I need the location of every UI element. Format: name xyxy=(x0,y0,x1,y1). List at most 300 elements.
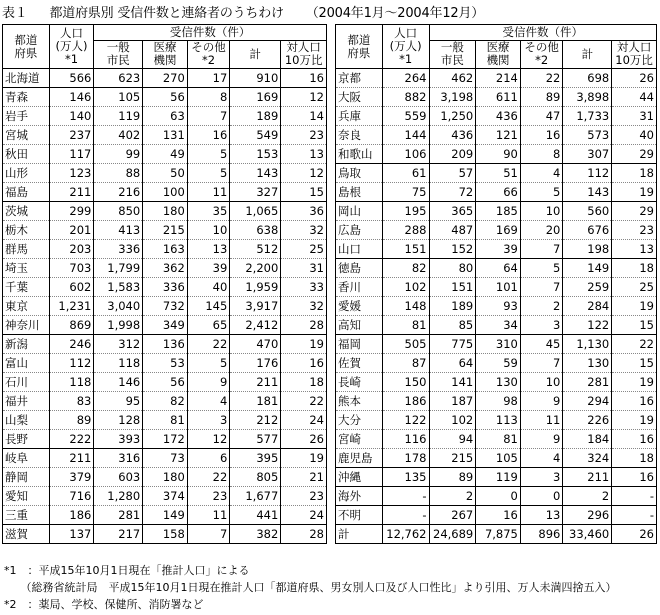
cell-other: 145 xyxy=(187,297,229,316)
cell-total: 281 xyxy=(563,373,612,392)
header-pop xyxy=(382,25,429,69)
cell-public: 393 xyxy=(94,430,143,449)
cell-pref: 神奈川 xyxy=(3,316,50,335)
cell-other: 9 xyxy=(520,392,563,411)
table-row xyxy=(3,297,327,316)
header-text: その他 *2 xyxy=(524,40,559,68)
cell-other: 22 xyxy=(187,468,229,487)
cell-other: 4 xyxy=(520,449,563,468)
cell-rate: 26 xyxy=(281,430,327,449)
cell-pop: 246 xyxy=(49,335,94,354)
cell-total: 324 xyxy=(563,449,612,468)
cell-public: 623 xyxy=(94,69,143,88)
cell-total: 211 xyxy=(563,468,612,487)
cell-pref: 長野 xyxy=(3,430,50,449)
cell-rate: 25 xyxy=(612,278,657,297)
cell-public: 413 xyxy=(94,221,143,240)
cell-pop: 186 xyxy=(49,506,94,525)
table-row xyxy=(336,430,657,449)
table-row xyxy=(3,126,327,145)
cell-other: 4 xyxy=(187,392,229,411)
table-row xyxy=(3,316,327,335)
cell-pref: 埼玉 xyxy=(3,259,50,278)
cell-pop: 237 xyxy=(49,126,94,145)
cell-other: 35 xyxy=(187,202,229,221)
cell-pref: 宮城 xyxy=(3,126,50,145)
cell-pref: 岡山 xyxy=(336,202,383,221)
cell-total: 698 xyxy=(563,69,612,88)
cell-total: 181 xyxy=(230,392,281,411)
table-row xyxy=(3,183,327,202)
header-text: 対人口 10万比 xyxy=(615,40,653,68)
cell-medical: 374 xyxy=(143,487,188,506)
cell-medical: 121 xyxy=(476,126,521,145)
cell-rate: 13 xyxy=(281,145,327,164)
cell-pop: 117 xyxy=(49,145,94,164)
cell-other: 11 xyxy=(187,183,229,202)
cell-pop: 61 xyxy=(382,164,429,183)
cell-public: 436 xyxy=(429,126,476,145)
cell-pref: 和歌山 xyxy=(336,145,383,164)
header-pref xyxy=(336,25,383,69)
cell-pref: 大阪 xyxy=(336,88,383,107)
cell-pref: 大分 xyxy=(336,411,383,430)
cell-rate: 32 xyxy=(281,297,327,316)
cell-total: 382 xyxy=(230,525,281,544)
header-received: 受信件数（件） xyxy=(429,25,657,41)
cell-public: 3,040 xyxy=(94,297,143,316)
table-heading: 都道府県別 受信件数と連絡者のうちわけ xyxy=(49,6,284,21)
cell-pref: 愛知 xyxy=(3,487,50,506)
header-text: 医療 機関 xyxy=(486,40,510,68)
cell-medical: 158 xyxy=(143,525,188,544)
cell-total: 638 xyxy=(230,221,281,240)
cell-total: 2,412 xyxy=(230,316,281,335)
cell-public: 1,280 xyxy=(94,487,143,506)
cell-public: 281 xyxy=(94,506,143,525)
cell-rate: 28 xyxy=(281,316,327,335)
cell-medical: 349 xyxy=(143,316,188,335)
table-row xyxy=(3,145,327,164)
cell-pref: 海外 xyxy=(336,487,383,506)
cell-medical: 732 xyxy=(143,297,188,316)
cell-medical: 130 xyxy=(476,373,521,392)
cell-other: 10 xyxy=(187,221,229,240)
cell-other: 10 xyxy=(520,373,563,392)
cell-public: 72 xyxy=(429,183,476,202)
cell-rate: 12 xyxy=(281,164,327,183)
cell-other: 39 xyxy=(187,259,229,278)
table-row xyxy=(336,107,657,126)
cell-public: 89 xyxy=(429,468,476,487)
cell-total: 573 xyxy=(563,126,612,145)
cell-other: 89 xyxy=(520,88,563,107)
cell-rate: 18 xyxy=(281,373,327,392)
footnotes xyxy=(4,562,617,613)
cell-medical: 172 xyxy=(143,430,188,449)
cell-other: 11 xyxy=(520,411,563,430)
cell-pref: 三重 xyxy=(3,506,50,525)
cell-total: 143 xyxy=(563,183,612,202)
cell-pref: 沖縄 xyxy=(336,468,383,487)
cell-medical: 180 xyxy=(143,468,188,487)
footnote-1: *1 ：平成15年10月1日現在「推計人口」による xyxy=(4,564,250,577)
cell-pref: 山口 xyxy=(336,240,383,259)
cell-rate: 32 xyxy=(281,221,327,240)
cell-medical: 362 xyxy=(143,259,188,278)
cell-pref: 静岡 xyxy=(3,468,50,487)
header-per100k xyxy=(281,40,327,68)
cell-rate: 36 xyxy=(281,202,327,221)
cell-public: 850 xyxy=(94,202,143,221)
cell-rate: 14 xyxy=(281,107,327,126)
table-row xyxy=(336,316,657,335)
cell-pop: 186 xyxy=(382,392,429,411)
cell-rate: 23 xyxy=(281,487,327,506)
cell-other: 5 xyxy=(187,164,229,183)
cell-pop: 203 xyxy=(49,240,94,259)
header-text: 都道 府県 xyxy=(14,32,38,60)
cell-public: 312 xyxy=(94,335,143,354)
cell-total: 470 xyxy=(230,335,281,354)
cell-total: 211 xyxy=(230,373,281,392)
header-text: 対人口 10万比 xyxy=(284,40,323,68)
cell-other: 10 xyxy=(520,202,563,221)
cell-pop: 140 xyxy=(49,107,94,126)
cell-pref: 京都 xyxy=(336,69,383,88)
cell-pref: 秋田 xyxy=(3,145,50,164)
table-row xyxy=(3,164,327,183)
header-pref xyxy=(3,25,50,69)
footnote-2: *2 ：薬局、学校、保健所、消防署など xyxy=(4,598,204,611)
cell-pop: 201 xyxy=(49,221,94,240)
cell-pop: 112 xyxy=(49,354,94,373)
cell-total: 1,733 xyxy=(563,107,612,126)
table-row xyxy=(336,202,657,221)
cell-medical: 214 xyxy=(476,69,521,88)
cell-pop: - xyxy=(382,487,429,506)
cell-other: 17 xyxy=(187,69,229,88)
cell-public: 118 xyxy=(94,354,143,373)
cell-other: 8 xyxy=(520,145,563,164)
cell-pref: 青森 xyxy=(3,88,50,107)
cell-pref: 富山 xyxy=(3,354,50,373)
cell-total: 805 xyxy=(230,468,281,487)
cell-rate: 25 xyxy=(281,240,327,259)
cell-total: 112 xyxy=(563,164,612,183)
cell-rate: 26 xyxy=(612,525,657,544)
cell-other: 3 xyxy=(187,411,229,430)
cell-rate: 16 xyxy=(612,392,657,411)
cell-pop: 151 xyxy=(382,240,429,259)
cell-pop: 118 xyxy=(49,373,94,392)
cell-pref: 兵庫 xyxy=(336,107,383,126)
cell-public: 94 xyxy=(429,430,476,449)
cell-total: 549 xyxy=(230,126,281,145)
cell-pop: 150 xyxy=(382,373,429,392)
cell-rate: 31 xyxy=(281,259,327,278)
cell-total: 33,460 xyxy=(563,525,612,544)
cell-other: 7 xyxy=(520,354,563,373)
cell-pop: 211 xyxy=(49,183,94,202)
cell-medical: 436 xyxy=(476,107,521,126)
cell-rate: 18 xyxy=(612,164,657,183)
cell-public: 64 xyxy=(429,354,476,373)
cell-rate: 15 xyxy=(281,183,327,202)
cell-medical: 16 xyxy=(476,506,521,525)
table-row xyxy=(3,487,327,506)
cell-medical: 0 xyxy=(476,487,521,506)
cell-medical: 73 xyxy=(143,449,188,468)
cell-medical: 101 xyxy=(476,278,521,297)
cell-rate: 26 xyxy=(612,69,657,88)
cell-pop: 12,762 xyxy=(382,525,429,544)
cell-pop: 178 xyxy=(382,449,429,468)
header-text: 一般 市民 xyxy=(440,40,464,68)
table-row xyxy=(336,411,657,430)
cell-pref: 奈良 xyxy=(336,126,383,145)
cell-medical: 113 xyxy=(476,411,521,430)
cell-pop: 602 xyxy=(49,278,94,297)
cell-pref: 福島 xyxy=(3,183,50,202)
cell-pop: - xyxy=(382,506,429,525)
header-medical xyxy=(143,40,188,68)
table-row xyxy=(3,202,327,221)
cell-other: 13 xyxy=(187,240,229,259)
cell-public: 57 xyxy=(429,164,476,183)
cell-pref: 徳島 xyxy=(336,259,383,278)
table-row xyxy=(336,240,657,259)
cell-rate: 40 xyxy=(612,126,657,145)
cell-other: 11 xyxy=(187,506,229,525)
cell-rate: 12 xyxy=(281,88,327,107)
cell-public: 141 xyxy=(429,373,476,392)
cell-public: 99 xyxy=(94,145,143,164)
header-text: 人口 (万人) *1 xyxy=(55,26,88,66)
cell-total: 130 xyxy=(563,354,612,373)
cell-other: 4 xyxy=(520,164,563,183)
cell-other: 13 xyxy=(520,506,563,525)
cell-pop: 222 xyxy=(49,430,94,449)
table-row xyxy=(3,506,327,525)
table-row xyxy=(336,525,657,544)
cell-medical: 81 xyxy=(476,430,521,449)
cell-other: 896 xyxy=(520,525,563,544)
cell-public: 105 xyxy=(94,88,143,107)
table-row xyxy=(3,88,327,107)
cell-other: 0 xyxy=(520,487,563,506)
cell-pref: 鳥取 xyxy=(336,164,383,183)
left-table-body xyxy=(3,69,327,544)
table-row xyxy=(336,449,657,468)
cell-pref: 石川 xyxy=(3,373,50,392)
cell-pref: 福岡 xyxy=(336,335,383,354)
cell-pop: 299 xyxy=(49,202,94,221)
cell-total: 441 xyxy=(230,506,281,525)
header-total: 計 xyxy=(230,40,281,68)
header-other xyxy=(187,40,229,68)
cell-public: 209 xyxy=(429,145,476,164)
cell-rate: 16 xyxy=(612,468,657,487)
cell-total: 307 xyxy=(563,145,612,164)
cell-rate: 44 xyxy=(612,88,657,107)
cell-medical: 64 xyxy=(476,259,521,278)
cell-other: 3 xyxy=(520,316,563,335)
cell-public: 215 xyxy=(429,449,476,468)
cell-rate: 19 xyxy=(612,373,657,392)
cell-total: 176 xyxy=(230,354,281,373)
cell-pref: 福井 xyxy=(3,392,50,411)
cell-public: 3,198 xyxy=(429,88,476,107)
cell-pop: 703 xyxy=(49,259,94,278)
cell-public: 1,998 xyxy=(94,316,143,335)
cell-total: 294 xyxy=(563,392,612,411)
cell-total: 296 xyxy=(563,506,612,525)
cell-public: 102 xyxy=(429,411,476,430)
cell-medical: 93 xyxy=(476,297,521,316)
table-period: （2004年1月～2004年12月） xyxy=(305,6,485,21)
cell-rate: 18 xyxy=(612,259,657,278)
cell-rate: 15 xyxy=(612,354,657,373)
table-row xyxy=(336,126,657,145)
cell-rate: 29 xyxy=(612,145,657,164)
table-row xyxy=(336,221,657,240)
cell-pref: 香川 xyxy=(336,278,383,297)
cell-rate: 28 xyxy=(281,525,327,544)
cell-rate: 24 xyxy=(281,411,327,430)
cell-pref: 愛媛 xyxy=(336,297,383,316)
cell-public: 487 xyxy=(429,221,476,240)
cell-pop: 1,231 xyxy=(49,297,94,316)
cell-medical: 39 xyxy=(476,240,521,259)
cell-public: 2 xyxy=(429,487,476,506)
cell-pop: 195 xyxy=(382,202,429,221)
cell-pref: 新潟 xyxy=(3,335,50,354)
table-row xyxy=(336,335,657,354)
cell-total: 512 xyxy=(230,240,281,259)
header-other xyxy=(520,40,563,68)
table-row xyxy=(3,69,327,88)
table-row xyxy=(3,221,327,240)
cell-pref: 島根 xyxy=(336,183,383,202)
cell-total: 226 xyxy=(563,411,612,430)
header-text: 医療 機関 xyxy=(153,40,177,68)
cell-total: 676 xyxy=(563,221,612,240)
cell-public: 1,250 xyxy=(429,107,476,126)
cell-pop: 146 xyxy=(49,88,94,107)
cell-medical: 310 xyxy=(476,335,521,354)
cell-pop: 882 xyxy=(382,88,429,107)
cell-total: 184 xyxy=(563,430,612,449)
cell-public: 88 xyxy=(94,164,143,183)
cell-total: 122 xyxy=(563,316,612,335)
cell-public: 85 xyxy=(429,316,476,335)
table-row xyxy=(336,259,657,278)
cell-total: 1,130 xyxy=(563,335,612,354)
cell-public: 217 xyxy=(94,525,143,544)
table-row xyxy=(336,487,657,506)
table-row xyxy=(336,373,657,392)
cell-pop: 106 xyxy=(382,145,429,164)
cell-total: 3,898 xyxy=(563,88,612,107)
table-row xyxy=(3,430,327,449)
table-row xyxy=(3,240,327,259)
cell-rate: 24 xyxy=(281,506,327,525)
cell-pop: 87 xyxy=(382,354,429,373)
cell-total: 198 xyxy=(563,240,612,259)
cell-rate: 22 xyxy=(281,392,327,411)
cell-medical: 56 xyxy=(143,373,188,392)
cell-pop: 148 xyxy=(382,297,429,316)
cell-other: 5 xyxy=(187,145,229,164)
cell-public: 1,799 xyxy=(94,259,143,278)
header-total: 計 xyxy=(563,40,612,68)
cell-medical: 215 xyxy=(143,221,188,240)
header-public xyxy=(94,40,143,68)
header-medical xyxy=(476,40,521,68)
header-public xyxy=(429,40,476,68)
cell-total: 169 xyxy=(230,88,281,107)
cell-medical: 180 xyxy=(143,202,188,221)
cell-pref: 宮崎 xyxy=(336,430,383,449)
cell-total: 327 xyxy=(230,183,281,202)
cell-medical: 98 xyxy=(476,392,521,411)
table-row xyxy=(336,183,657,202)
table-row xyxy=(3,468,327,487)
cell-rate: 19 xyxy=(612,411,657,430)
table-row xyxy=(3,525,327,544)
cell-public: 336 xyxy=(94,240,143,259)
cell-rate: - xyxy=(612,487,657,506)
cell-medical: 149 xyxy=(143,506,188,525)
cell-rate: 29 xyxy=(612,202,657,221)
cell-other: 9 xyxy=(520,430,563,449)
cell-total: 560 xyxy=(563,202,612,221)
cell-pop: 123 xyxy=(49,164,94,183)
cell-pref: 長崎 xyxy=(336,373,383,392)
cell-medical: 136 xyxy=(143,335,188,354)
header-text: 一般 市民 xyxy=(106,40,130,68)
cell-pref: 千葉 xyxy=(3,278,50,297)
cell-pop: 82 xyxy=(382,259,429,278)
cell-rate: 16 xyxy=(612,430,657,449)
cell-rate: 33 xyxy=(281,278,327,297)
cell-public: 267 xyxy=(429,506,476,525)
cell-total: 395 xyxy=(230,449,281,468)
footnote-1-source: （総務省統計局 平成15年10月1日現在推計人口「都道府県、男女別人口及び人口性比」より引用、万人未満四捨五入） xyxy=(4,581,617,594)
cell-pop: 505 xyxy=(382,335,429,354)
table-row xyxy=(336,297,657,316)
cell-pref: 岐阜 xyxy=(3,449,50,468)
cell-other: 7 xyxy=(187,525,229,544)
cell-medical: 7,875 xyxy=(476,525,521,544)
cell-rate: 23 xyxy=(612,221,657,240)
cell-other: 16 xyxy=(187,126,229,145)
cell-pref: 高知 xyxy=(336,316,383,335)
cell-total: 2,200 xyxy=(230,259,281,278)
cell-pop: 102 xyxy=(382,278,429,297)
cell-pref: 鹿児島 xyxy=(336,449,383,468)
header-text: 人口 (万人) *1 xyxy=(389,26,422,66)
cell-pref: 山梨 xyxy=(3,411,50,430)
cell-pref: 広島 xyxy=(336,221,383,240)
cell-public: 603 xyxy=(94,468,143,487)
cell-rate: 22 xyxy=(612,335,657,354)
cell-pop: 81 xyxy=(382,316,429,335)
table-title xyxy=(2,2,484,21)
cell-pop: 89 xyxy=(49,411,94,430)
cell-other: 7 xyxy=(520,240,563,259)
